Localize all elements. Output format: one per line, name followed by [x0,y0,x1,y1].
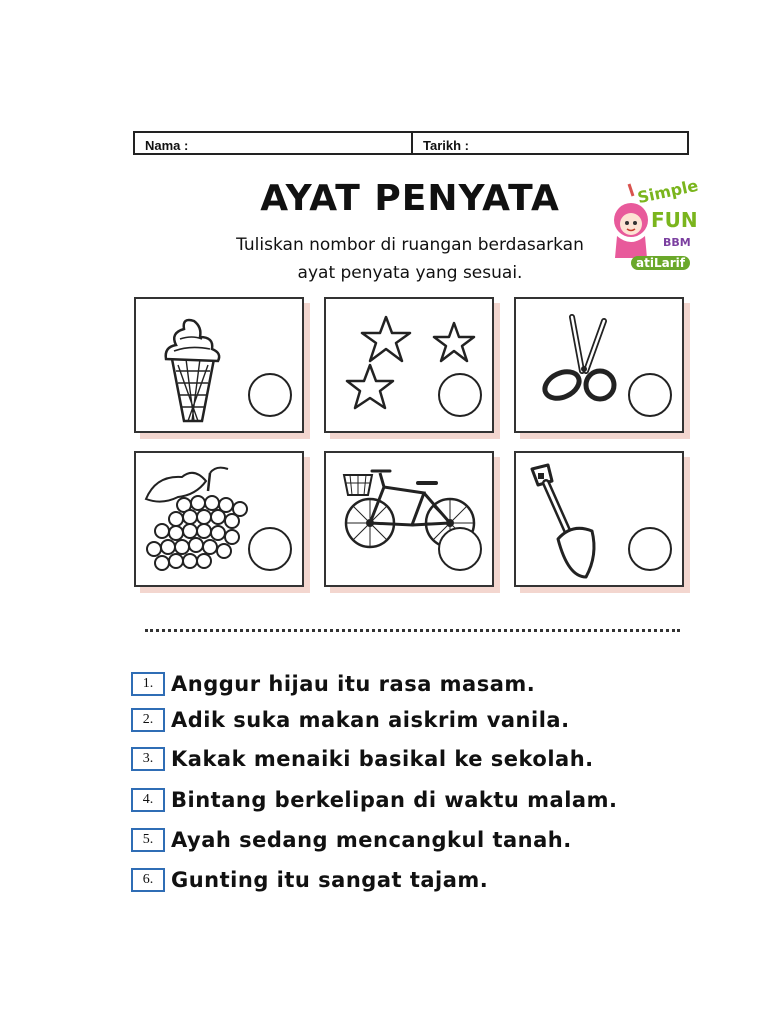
sentence-number-box: 2. [131,708,165,732]
sentence-text: Kakak menaiki basikal ke sekolah. [171,747,594,771]
name-date-header [133,131,689,155]
date-field[interactable] [413,133,687,153]
worksheet-title: AYAT PENYATA [260,178,560,219]
sentence-text: Anggur hijau itu rasa masam. [171,672,536,696]
sentence-row-5 [131,826,572,854]
sentence-number-box: 3. [131,747,165,771]
sentence-row-6 [131,866,488,894]
sentence-number-box: 6. [131,868,165,892]
answer-circle-1[interactable] [248,373,292,417]
simple-fun-bbm-logo [607,175,703,278]
name-field[interactable] [135,133,413,153]
logo-simple-text: Simple [635,175,700,208]
sentence-number-box: 1. [131,672,165,696]
answer-circle-4[interactable] [248,527,292,571]
sentence-text: Gunting itu sangat tajam. [171,868,489,892]
picture-card-bicycle [324,451,494,587]
logo-atilarif-text: atiLarif [631,256,690,270]
dotted-divider [145,629,680,632]
sentence-row-2 [131,706,570,734]
answer-circle-3[interactable] [628,373,672,417]
instruction-line-2: ayat penyata yang sesuai. [297,263,523,283]
answer-circle-2[interactable] [438,373,482,417]
picture-card-ice-cream [134,297,304,433]
picture-card-shovel [514,451,684,587]
picture-card-grapes [134,451,304,587]
answer-circle-5[interactable] [438,527,482,571]
sentence-number-box: 5. [131,828,165,852]
date-label: Tarikh : [423,138,469,153]
name-label: Nama : [145,138,189,153]
sentence-text: Bintang berkelipan di waktu malam. [171,788,618,812]
sentence-number-box: 4. [131,788,165,812]
answer-circle-6[interactable] [628,527,672,571]
sentence-row-3 [131,745,594,773]
sentence-row-1 [131,670,535,698]
sentence-text: Ayah sedang mencangkul tanah. [171,828,572,852]
sentence-row-4 [131,786,617,814]
logo-fun-text: FUN [651,208,698,232]
picture-card-scissors [514,297,684,433]
instruction-line-1: Tuliskan nombor di ruangan berdasarkan [236,235,584,255]
logo-bbm-text: BBM [663,236,691,249]
picture-card-stars [324,297,494,433]
sentence-text: Adik suka makan aiskrim vanila. [171,708,570,732]
